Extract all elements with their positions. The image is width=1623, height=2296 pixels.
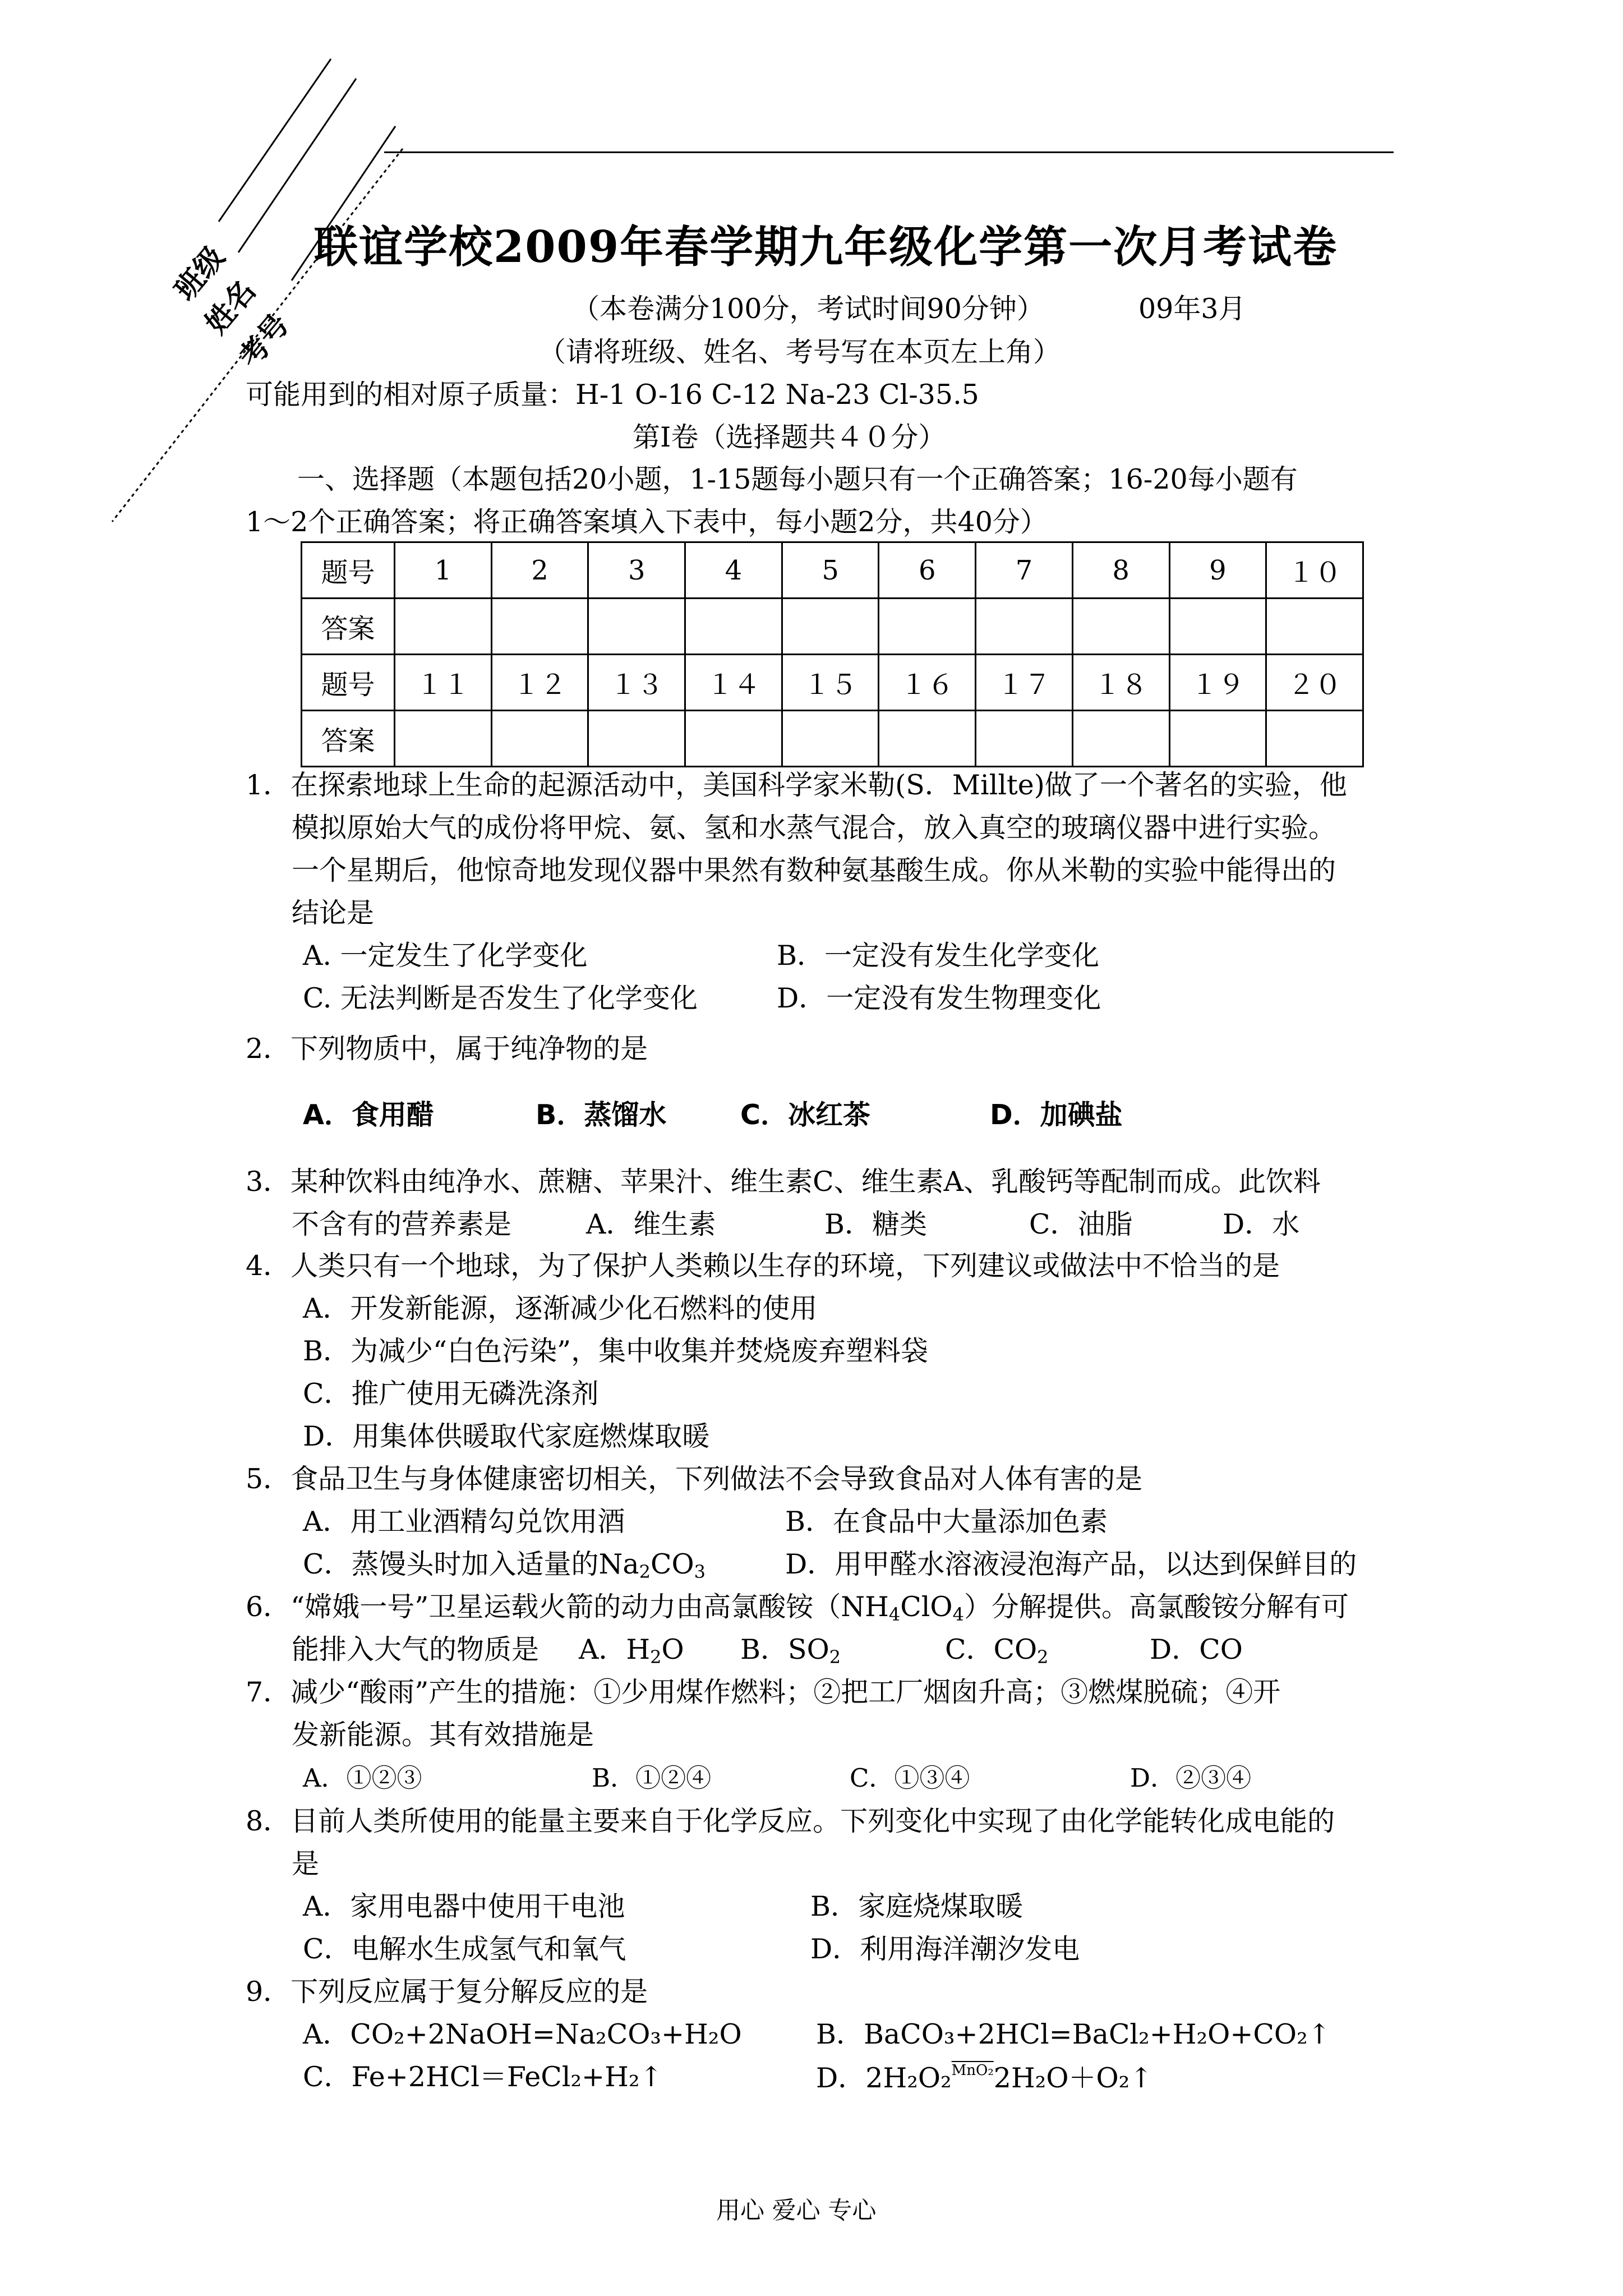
- question-number-cell: 6: [879, 542, 976, 599]
- q9-option-b: B．BaCO₃+2HCl=BaCl₂+H₂O+CO₂↑: [816, 2018, 1331, 2050]
- q1-stem-line4: 结论是: [292, 897, 375, 929]
- answer-cell[interactable]: [976, 711, 1073, 767]
- answer-row: [302, 711, 1363, 767]
- q7-option-d: D．②③④: [1130, 1763, 1252, 1793]
- exam-info: （本卷满分100分，考试时间90分钟）: [572, 293, 1044, 325]
- q5-option-a: A．用工业酒精勾兑饮用酒: [303, 1506, 625, 1538]
- exam-number-label: 考号: [232, 307, 296, 374]
- q6-stem-line1: 6．“嫦娥一号”卫星运载火箭的动力由高氯酸铵$(NH_4ClO_4)$分解提供。高氯酸铵分解有可: [246, 1591, 1349, 1625]
- answer-cell[interactable]: [879, 711, 976, 767]
- q1-stem-line3: 一个星期后，他惊奇地发现仪器中果然有数种氨基酸生成。你从米勒的实验中能得出的: [292, 854, 1336, 886]
- answer-cell[interactable]: [1266, 711, 1363, 767]
- question-number-cell: １２: [491, 655, 588, 711]
- q2-option-d: D．加碘盐: [990, 1099, 1123, 1131]
- q1-option-a: A. 一定发生了化学变化: [303, 940, 588, 972]
- q8-option-b: B．家庭烧煤取暖: [810, 1890, 1023, 1922]
- answer-cell[interactable]: [588, 599, 685, 655]
- q3-stem-line2: 不含有的营养素是: [292, 1208, 512, 1240]
- q6-option-a: A．$H_2O$: [579, 1634, 684, 1668]
- q7-stem-line2: 发新能源。其有效措施是: [292, 1719, 594, 1751]
- q5-stem: 5．食品卫生与身体健康密切相关，下列做法不会导致食品对人体有害的是: [246, 1463, 1143, 1495]
- q1-option-d: D．一定没有发生物理变化: [777, 982, 1101, 1014]
- question-number-cell: １１: [395, 655, 492, 711]
- answer-cell[interactable]: [491, 599, 588, 655]
- answer-cell[interactable]: [1072, 599, 1169, 655]
- q2-option-b: B．蒸馏水: [536, 1099, 667, 1131]
- header-rule: [384, 151, 1394, 153]
- q6-option-d: D．CO: [1150, 1634, 1243, 1665]
- question-number-cell: 8: [1072, 542, 1169, 599]
- question-number-cell: １９: [1169, 655, 1266, 711]
- question-number-cell: １８: [1072, 655, 1169, 711]
- q7-option-b: B．①②④: [592, 1763, 712, 1793]
- name-instruction: （请将班级、姓名、考号写在本页左上角）: [538, 336, 1061, 368]
- answer-row: [302, 599, 1363, 655]
- row-label-answer: 答案: [302, 599, 395, 655]
- q9-option-a: A．CO₂+2NaOH=Na₂CO₃+H₂O: [303, 2018, 742, 2050]
- answer-cell[interactable]: [782, 599, 879, 655]
- answer-cell[interactable]: [491, 711, 588, 767]
- q4-option-d: D．用集体供暖取代家庭燃煤取暖: [303, 1420, 710, 1452]
- q4-option-c: C．推广使用无磷洗涤剂: [303, 1378, 599, 1410]
- section-instruction-line2: 1～2个正确答案；将正确答案填入下表中，每小题2分，共40分）: [246, 506, 1048, 538]
- question-number-cell: １０: [1266, 542, 1363, 599]
- q6-option-b: B．$SO_2$: [740, 1634, 841, 1668]
- q2-option-a: A．食用醋: [303, 1099, 434, 1131]
- q5-option-b: B．在食品中大量添加色素: [785, 1506, 1108, 1538]
- q7-option-a: A．①②③: [303, 1763, 422, 1793]
- question-number-cell: １３: [588, 655, 685, 711]
- answer-cell[interactable]: [879, 599, 976, 655]
- q8-stem-line2: 是: [292, 1848, 320, 1880]
- q9-stem: 9．下列反应属于复分解反应的是: [246, 1976, 648, 2008]
- atomic-masses: 可能用到的相对原子质量：H-1 O-16 C-12 Na-23 Cl-35.5: [246, 379, 979, 411]
- q1-option-c: C. 无法判断是否发生了化学变化: [303, 982, 698, 1014]
- row-label-question: 题号: [302, 655, 395, 711]
- q2-option-c: C．冰红茶: [740, 1099, 870, 1131]
- q3-option-b: B．糖类: [824, 1208, 928, 1240]
- question-number-cell: １４: [685, 655, 782, 711]
- q8-option-d: D．利用海洋潮汐发电: [810, 1933, 1080, 1965]
- answer-cell[interactable]: [685, 711, 782, 767]
- row-label-answer: 答案: [302, 711, 395, 767]
- q7-option-c: C．①③④: [850, 1763, 970, 1793]
- q4-option-a: A．开发新能源，逐渐减少化石燃料的使用: [303, 1292, 818, 1324]
- q1-stem-line1: 1．在探索地球上生命的起源活动中，美国科学家米勒(S．Millte)做了一个著名的实验，他: [246, 769, 1347, 801]
- exam-date: 09年3月: [1138, 293, 1246, 325]
- q6-stem-line2: 能排入大气的物质是: [292, 1634, 540, 1665]
- q8-option-c: C．电解水生成氢气和氧气: [303, 1933, 626, 1965]
- q4-option-b: B．为减少“白色污染”，集中收集并焚烧废弃塑料袋: [303, 1335, 929, 1367]
- q5-option-d: D．用甲醛水溶液浸泡海产品，以达到保鲜目的: [785, 1548, 1357, 1580]
- answer-cell[interactable]: [395, 599, 492, 655]
- page-title: 联谊学校2009年春学期九年级化学第一次月考试卷: [314, 222, 1338, 273]
- answer-cell[interactable]: [685, 599, 782, 655]
- answer-table: [301, 541, 1364, 767]
- answer-cell[interactable]: [1169, 599, 1266, 655]
- question-number-cell: １６: [879, 655, 976, 711]
- question-number-cell: １５: [782, 655, 879, 711]
- question-number-cell: 7: [976, 542, 1073, 599]
- q9-option-c: C．Fe+2HCl＝FeCl₂+H₂↑: [303, 2061, 663, 2093]
- question-number-cell: １７: [976, 655, 1073, 711]
- question-number-cell: 5: [782, 542, 879, 599]
- catalyst-label: MnO₂: [951, 2062, 994, 2079]
- q3-option-a: A．维生素: [586, 1208, 716, 1240]
- q3-option-d: D．水: [1223, 1208, 1300, 1240]
- q9-option-d: D．2H₂O₂$^{MnO_2}$2H₂O＋O₂↑: [816, 2062, 1153, 2094]
- q7-stem-line1: 7．减少“酸雨”产生的措施：①少用煤作燃料；②把工厂烟囱升高；③燃煤脱硫；④开: [246, 1676, 1281, 1708]
- question-number-row: [302, 655, 1363, 711]
- section-instruction-line1: 一、选择题（本题包括20小题，1-15题每小题只有一个正确答案；16-20每小题有: [297, 463, 1298, 495]
- q3-stem-line1: 3．某种饮料由纯净水、蔗糖、苹果汁、维生素C、维生素A、乳酸钙等配制而成。此饮料: [246, 1166, 1321, 1198]
- answer-cell[interactable]: [976, 599, 1073, 655]
- question-number-row: [302, 542, 1363, 599]
- question-number-cell: ２０: [1266, 655, 1363, 711]
- q5-option-c: C．蒸馒头时加入适量的$Na_2CO_3$: [303, 1548, 706, 1582]
- answer-cell[interactable]: [782, 711, 879, 767]
- question-number-cell: 9: [1169, 542, 1266, 599]
- class-label: 班级: [168, 240, 232, 307]
- name-label: 姓名: [199, 274, 262, 341]
- question-number-cell: 2: [491, 542, 588, 599]
- answer-cell[interactable]: [1266, 599, 1363, 655]
- answer-cell[interactable]: [1169, 711, 1266, 767]
- q8-option-a: A．家用电器中使用干电池: [303, 1890, 625, 1922]
- q1-option-b: B．一定没有发生化学变化: [777, 940, 1100, 972]
- part-title: 第Ⅰ卷（选择题共４０分）: [633, 421, 946, 453]
- q1-stem-line2: 模拟原始大气的成份将甲烷、氨、氢和水蒸气混合，放入真空的玻璃仪器中进行实验。: [292, 812, 1336, 844]
- q2-stem: 2．下列物质中，属于纯净物的是: [246, 1033, 648, 1065]
- page-footer: 用心 爱心 专心: [716, 2197, 877, 2225]
- question-number-cell: 3: [588, 542, 685, 599]
- answer-cell[interactable]: [1072, 711, 1169, 767]
- q4-stem: 4．人类只有一个地球，为了保护人类赖以生存的环境，下列建议或做法中不恰当的是: [246, 1250, 1280, 1282]
- q3-option-c: C．油脂: [1029, 1208, 1133, 1240]
- q6-option-c: C．$CO_2$: [945, 1634, 1049, 1668]
- answer-cell[interactable]: [395, 711, 492, 767]
- question-number-cell: 4: [685, 542, 782, 599]
- question-number-cell: 1: [395, 542, 492, 599]
- row-label-question: 题号: [302, 542, 395, 599]
- answer-cell[interactable]: [588, 711, 685, 767]
- q8-stem-line1: 8．目前人类所使用的能量主要来自于化学反应。下列变化中实现了由化学能转化成电能的: [246, 1805, 1335, 1837]
